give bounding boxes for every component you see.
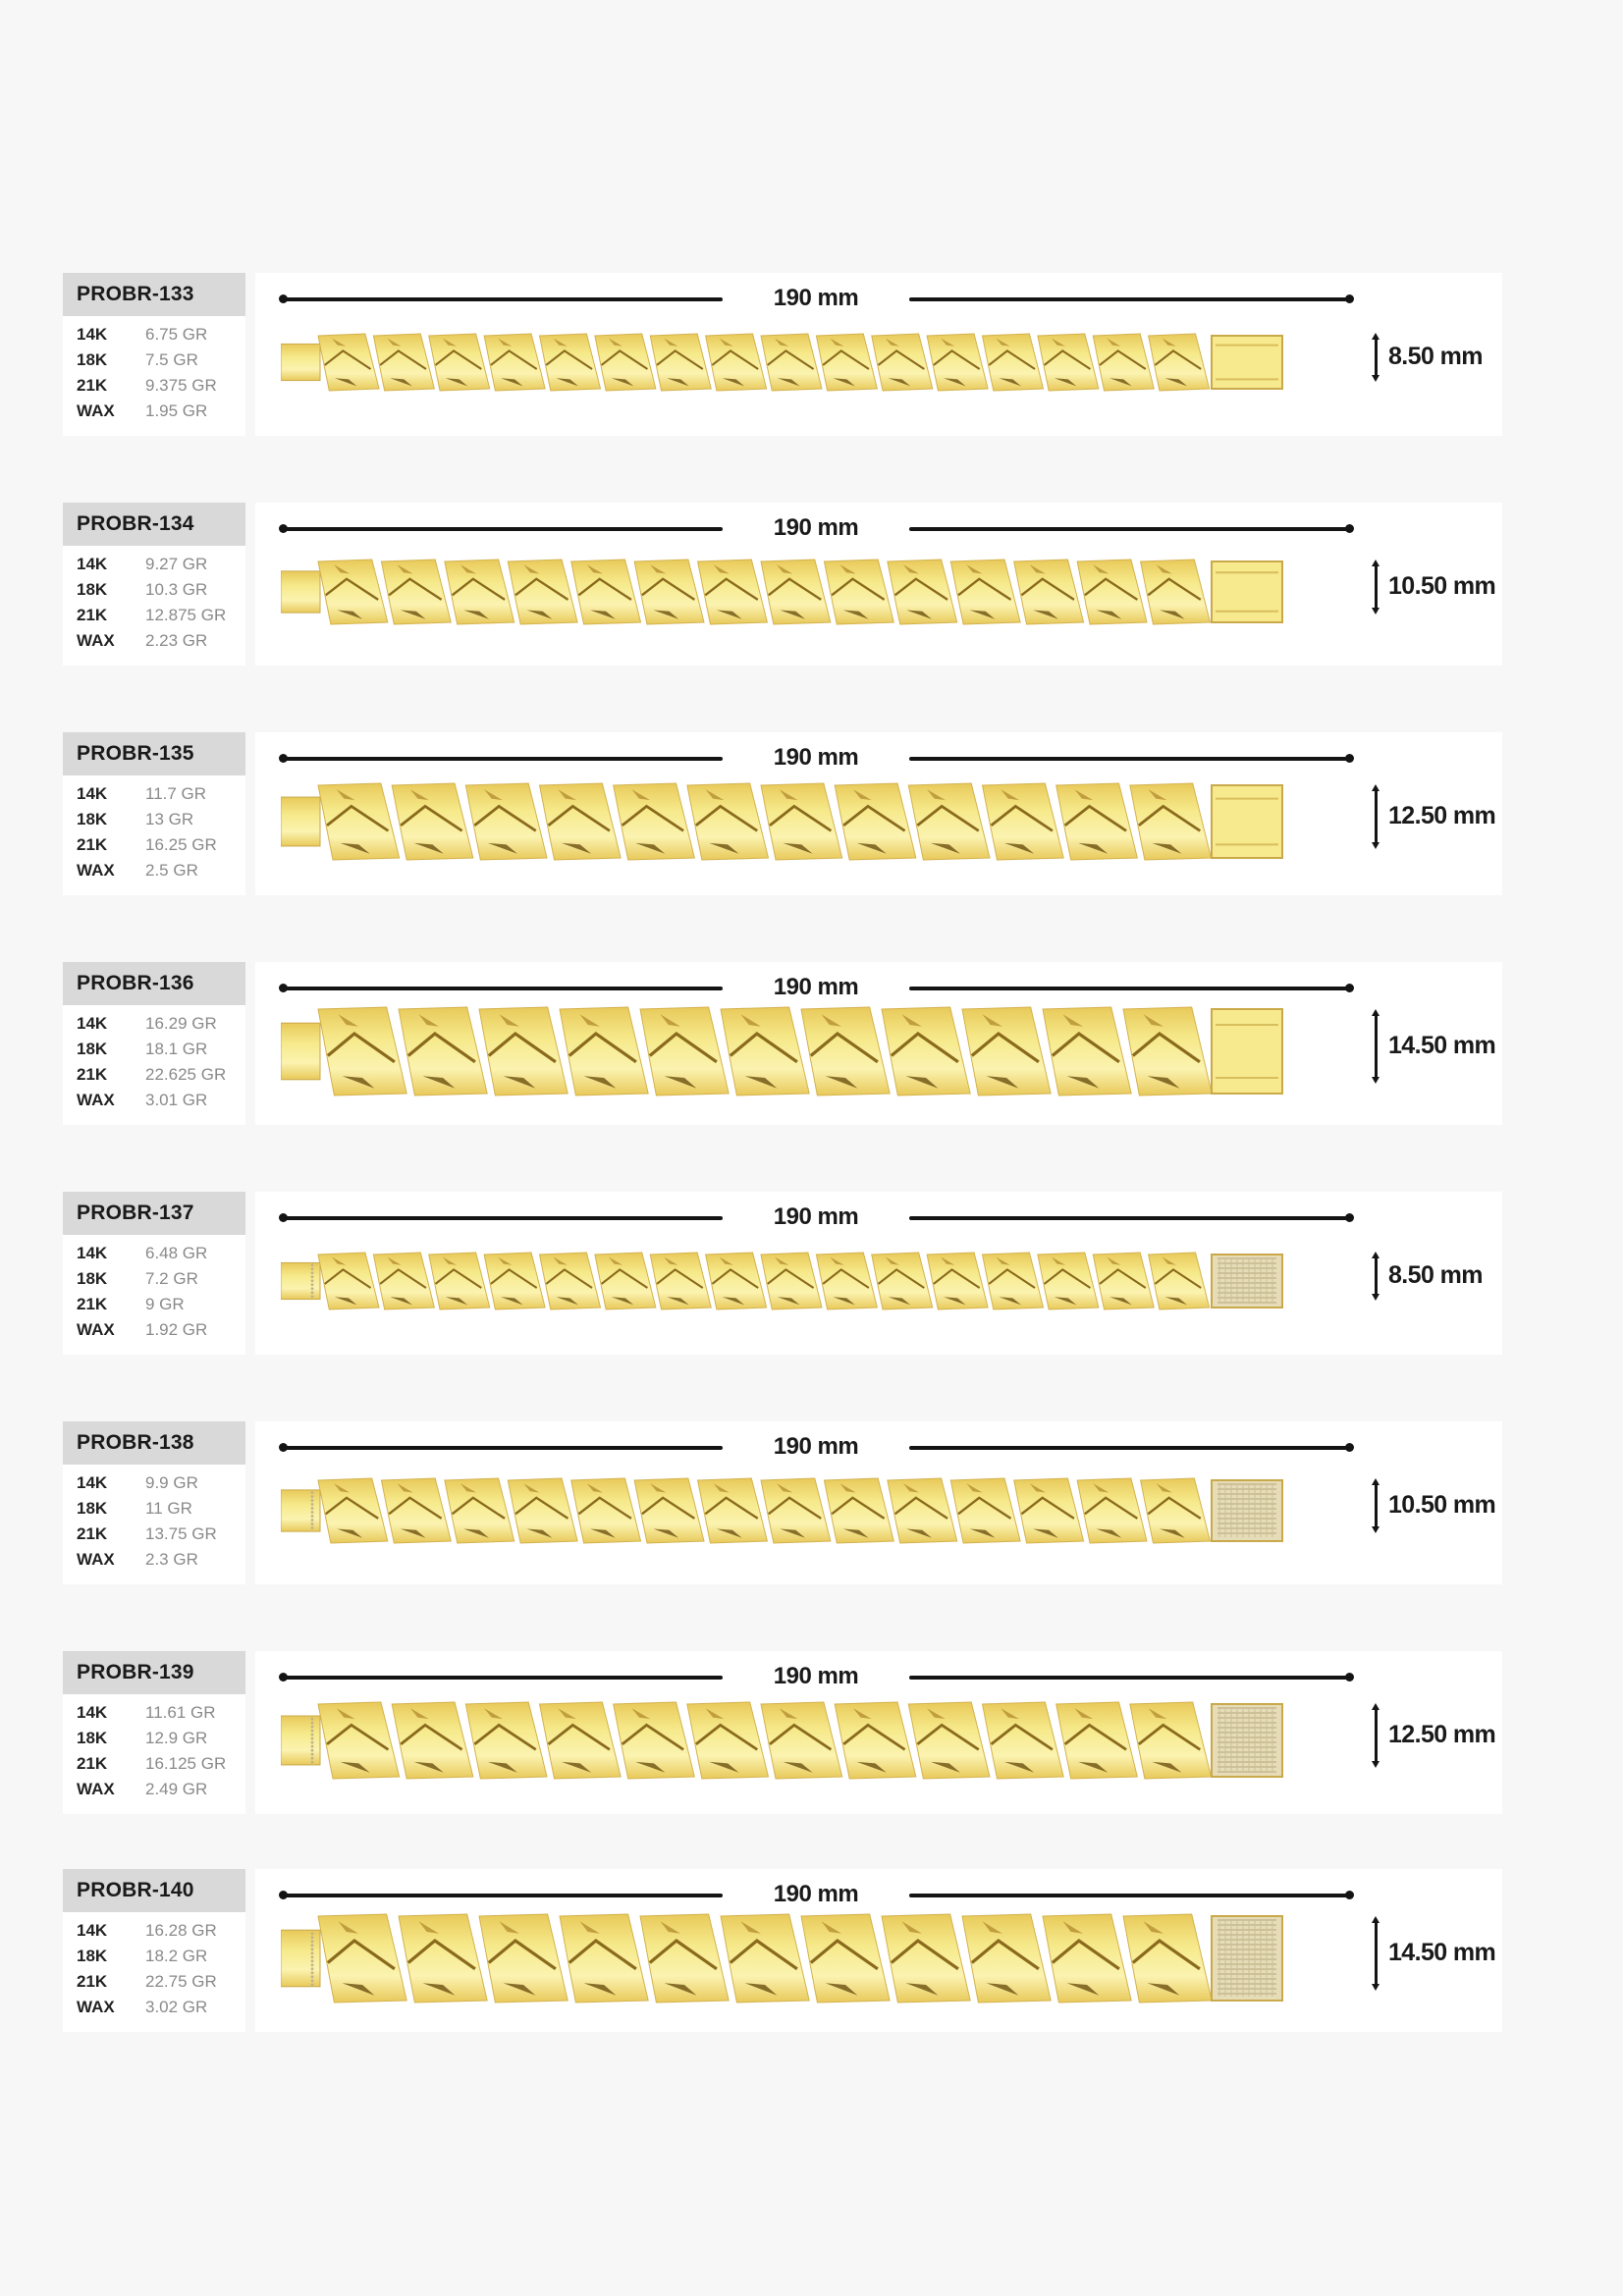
weight-row-21k (77, 373, 245, 399)
product-image-card (255, 273, 1502, 436)
dimension-line-icon (1375, 565, 1378, 609)
length-dimension (281, 285, 1351, 314)
weight-value: 18.2 GR (145, 1947, 208, 1965)
weight-value: 3.01 GR (145, 1091, 208, 1109)
weight-value: 22.75 GR (145, 1972, 217, 1991)
weight-table (63, 546, 245, 654)
karat-label: 14K (77, 1921, 108, 1940)
product-row (63, 1192, 1502, 1355)
product-row (63, 962, 1502, 1125)
dimension-line-icon (281, 297, 723, 301)
weight-table (63, 1465, 245, 1573)
arrow-down-icon (1372, 1294, 1380, 1301)
dimension-endpoint-icon (279, 1891, 288, 1899)
spec-panel (63, 503, 245, 666)
karat-label: WAX (77, 631, 115, 650)
dimension-line-icon (909, 297, 1351, 301)
dimension-line-icon (281, 1446, 723, 1450)
arrow-down-icon (1372, 1761, 1380, 1768)
product-image-card (255, 962, 1502, 1125)
karat-label: 18K (77, 350, 108, 369)
weight-value: 7.2 GR (145, 1269, 198, 1288)
dimension-line-icon (909, 1446, 1351, 1450)
dimension-line-icon (281, 757, 723, 761)
karat-label: 14K (77, 1244, 108, 1262)
weight-row-wax (77, 1995, 245, 2020)
karat-label: 14K (77, 784, 108, 803)
arrow-down-icon (1372, 375, 1380, 382)
karat-label: WAX (77, 401, 115, 420)
width-label: 8.50 mm (1388, 1261, 1483, 1289)
cuban-bracelet-image (281, 1909, 1292, 2007)
weight-table (63, 316, 245, 424)
dimension-line-icon (909, 987, 1351, 990)
dimension-line-icon (909, 1894, 1351, 1897)
cuban-bracelet-image (281, 1002, 1292, 1100)
product-image-card (255, 503, 1502, 666)
cuban-bracelet-image (281, 1248, 1292, 1314)
weight-table (63, 1694, 245, 1802)
karat-label: 21K (77, 1295, 108, 1313)
weight-value: 1.92 GR (145, 1320, 208, 1339)
weight-row-21k (77, 1062, 245, 1088)
dimension-line-icon (281, 1676, 723, 1680)
spec-panel (63, 273, 245, 436)
length-label: 190 mm (773, 1203, 859, 1230)
weight-value: 18.1 GR (145, 1040, 208, 1058)
weight-value: 3.02 GR (145, 1998, 208, 2016)
dimension-line-icon (1375, 1922, 1378, 1986)
weight-row-21k (77, 832, 245, 858)
dimension-line-icon (281, 527, 723, 531)
weight-row-18k (77, 1037, 245, 1062)
cuban-bracelet-image (281, 1697, 1292, 1784)
karat-label: 14K (77, 325, 108, 344)
weight-row-18k (77, 1496, 245, 1522)
weight-value: 12.875 GR (145, 606, 227, 624)
weight-value: 11.7 GR (145, 784, 207, 803)
karat-label: 18K (77, 1040, 108, 1058)
cuban-bracelet-image (281, 778, 1292, 865)
dimension-line-icon (909, 757, 1351, 761)
weight-value: 1.95 GR (145, 401, 208, 420)
dimension-endpoint-icon (279, 754, 288, 763)
karat-label: WAX (77, 1091, 115, 1109)
weight-row-18k (77, 1726, 245, 1751)
karat-label: 21K (77, 1754, 108, 1773)
product-code: PROBR-138 (63, 1421, 245, 1465)
length-label: 190 mm (773, 974, 859, 1000)
cuban-bracelet-image (281, 1473, 1292, 1548)
karat-label: WAX (77, 861, 115, 880)
product-code: PROBR-136 (63, 962, 245, 1005)
karat-label: 18K (77, 1729, 108, 1747)
weight-row-wax (77, 1317, 245, 1343)
weight-row-14k (77, 322, 245, 347)
karat-label: 21K (77, 1524, 108, 1543)
dimension-line-icon (1375, 1709, 1378, 1762)
length-dimension (281, 1203, 1351, 1233)
weight-value: 9.27 GR (145, 555, 208, 573)
dimension-line-icon (909, 527, 1351, 531)
cuban-bracelet-image (281, 555, 1292, 629)
spec-panel (63, 1421, 245, 1584)
product-code: PROBR-139 (63, 1651, 245, 1694)
weight-value: 2.23 GR (145, 631, 208, 650)
weight-row-14k (77, 552, 245, 577)
dimension-line-icon (909, 1216, 1351, 1220)
spec-panel (63, 1651, 245, 1814)
karat-label: 18K (77, 1269, 108, 1288)
weight-value: 13 GR (145, 810, 194, 828)
weight-row-wax (77, 1547, 245, 1573)
weight-table (63, 1005, 245, 1113)
weight-row-14k (77, 1470, 245, 1496)
weight-value: 11.61 GR (145, 1703, 216, 1722)
weight-value: 6.75 GR (145, 325, 208, 344)
width-label: 8.50 mm (1388, 343, 1483, 370)
dimension-endpoint-icon (1345, 294, 1354, 303)
length-label: 190 mm (773, 285, 859, 311)
weight-row-14k (77, 1918, 245, 1944)
length-dimension (281, 1433, 1351, 1463)
karat-label: WAX (77, 1998, 115, 2016)
dimension-endpoint-icon (1345, 1443, 1354, 1452)
dimension-endpoint-icon (1345, 754, 1354, 763)
dimension-endpoint-icon (279, 524, 288, 533)
weight-table (63, 1912, 245, 2020)
length-dimension (281, 744, 1351, 774)
dimension-endpoint-icon (279, 294, 288, 303)
width-label: 12.50 mm (1388, 801, 1496, 829)
width-label: 14.50 mm (1388, 1032, 1496, 1059)
product-row (63, 273, 1502, 436)
karat-label: 14K (77, 1473, 108, 1492)
weight-row-21k (77, 603, 245, 628)
product-code: PROBR-140 (63, 1869, 245, 1912)
weight-row-wax (77, 1088, 245, 1113)
weight-row-wax (77, 399, 245, 424)
product-image-card (255, 732, 1502, 895)
karat-label: 21K (77, 835, 108, 854)
weight-row-wax (77, 858, 245, 883)
length-label: 190 mm (773, 1433, 859, 1460)
product-image-card (255, 1192, 1502, 1355)
dimension-line-icon (281, 1216, 723, 1220)
weight-value: 16.29 GR (145, 1014, 217, 1033)
product-row (63, 503, 1502, 666)
weight-value: 22.625 GR (145, 1065, 227, 1084)
weight-value: 16.28 GR (145, 1921, 217, 1940)
weight-value: 10.3 GR (145, 580, 208, 599)
weight-row-18k (77, 347, 245, 373)
width-label: 14.50 mm (1388, 1939, 1496, 1966)
length-dimension (281, 1663, 1351, 1692)
weight-row-21k (77, 1292, 245, 1317)
dimension-endpoint-icon (1345, 524, 1354, 533)
dimension-endpoint-icon (279, 1213, 288, 1222)
length-label: 190 mm (773, 514, 859, 541)
karat-label: 21K (77, 1972, 108, 1991)
arrow-down-icon (1372, 842, 1380, 849)
weight-value: 16.125 GR (145, 1754, 227, 1773)
karat-label: 21K (77, 376, 108, 395)
weight-value: 6.48 GR (145, 1244, 208, 1262)
weight-row-14k (77, 1700, 245, 1726)
weight-value: 16.25 GR (145, 835, 217, 854)
weight-value: 12.9 GR (145, 1729, 208, 1747)
weight-table (63, 1235, 245, 1343)
product-image-card (255, 1421, 1502, 1584)
weight-row-wax (77, 1777, 245, 1802)
spec-panel (63, 1869, 245, 2032)
cuban-bracelet-image (281, 329, 1292, 396)
weight-table (63, 775, 245, 883)
product-code: PROBR-133 (63, 273, 245, 316)
karat-label: WAX (77, 1320, 115, 1339)
spec-panel (63, 732, 245, 895)
width-label: 10.50 mm (1388, 571, 1496, 600)
weight-value: 9 GR (145, 1295, 185, 1313)
width-label: 12.50 mm (1388, 1720, 1496, 1748)
product-code: PROBR-135 (63, 732, 245, 775)
weight-value: 7.5 GR (145, 350, 198, 369)
weight-row-18k (77, 577, 245, 603)
karat-label: 18K (77, 1499, 108, 1518)
weight-row-14k (77, 1241, 245, 1266)
dimension-line-icon (1375, 1484, 1378, 1527)
karat-label: 18K (77, 580, 108, 599)
length-dimension (281, 1881, 1351, 1910)
product-row (63, 1869, 1502, 2032)
karat-label: 21K (77, 1065, 108, 1084)
karat-label: 18K (77, 1947, 108, 1965)
karat-label: 14K (77, 1014, 108, 1033)
dimension-line-icon (1375, 1257, 1378, 1295)
product-row (63, 732, 1502, 895)
karat-label: 21K (77, 606, 108, 624)
dimension-endpoint-icon (1345, 1891, 1354, 1899)
dimension-line-icon (1375, 790, 1378, 843)
weight-value: 2.49 GR (145, 1780, 208, 1798)
dimension-endpoint-icon (1345, 1673, 1354, 1682)
dimension-endpoint-icon (279, 984, 288, 992)
dimension-line-icon (281, 1894, 723, 1897)
weight-value: 2.3 GR (145, 1550, 198, 1569)
karat-label: 14K (77, 1703, 108, 1722)
weight-value: 9.375 GR (145, 376, 217, 395)
product-row (63, 1421, 1502, 1584)
weight-row-18k (77, 1266, 245, 1292)
length-label: 190 mm (773, 1663, 859, 1689)
length-label: 190 mm (773, 744, 859, 771)
product-code: PROBR-134 (63, 503, 245, 546)
weight-row-21k (77, 1969, 245, 1995)
weight-row-21k (77, 1522, 245, 1547)
weight-row-21k (77, 1751, 245, 1777)
weight-value: 13.75 GR (145, 1524, 217, 1543)
dimension-line-icon (281, 987, 723, 990)
arrow-down-icon (1372, 1077, 1380, 1084)
dimension-endpoint-icon (1345, 984, 1354, 992)
weight-row-wax (77, 628, 245, 654)
karat-label: WAX (77, 1550, 115, 1569)
dimension-endpoint-icon (279, 1673, 288, 1682)
karat-label: 18K (77, 810, 108, 828)
weight-row-18k (77, 807, 245, 832)
dimension-endpoint-icon (279, 1443, 288, 1452)
spec-panel (63, 962, 245, 1125)
product-row (63, 1651, 1502, 1814)
weight-value: 9.9 GR (145, 1473, 198, 1492)
length-dimension (281, 514, 1351, 544)
spec-panel (63, 1192, 245, 1355)
weight-row-18k (77, 1944, 245, 1969)
weight-value: 11 GR (145, 1499, 192, 1518)
dimension-line-icon (1375, 1015, 1378, 1079)
product-image-card (255, 1869, 1502, 2032)
arrow-down-icon (1372, 1984, 1380, 1991)
weight-row-14k (77, 781, 245, 807)
length-label: 190 mm (773, 1881, 859, 1907)
weight-row-14k (77, 1011, 245, 1037)
karat-label: 14K (77, 555, 108, 573)
width-label: 10.50 mm (1388, 1490, 1496, 1519)
dimension-line-icon (909, 1676, 1351, 1680)
weight-value: 2.5 GR (145, 861, 198, 880)
length-dimension (281, 974, 1351, 1003)
product-code: PROBR-137 (63, 1192, 245, 1235)
karat-label: WAX (77, 1780, 115, 1798)
arrow-down-icon (1372, 608, 1380, 614)
product-image-card (255, 1651, 1502, 1814)
dimension-endpoint-icon (1345, 1213, 1354, 1222)
arrow-down-icon (1372, 1526, 1380, 1533)
dimension-line-icon (1375, 339, 1378, 376)
